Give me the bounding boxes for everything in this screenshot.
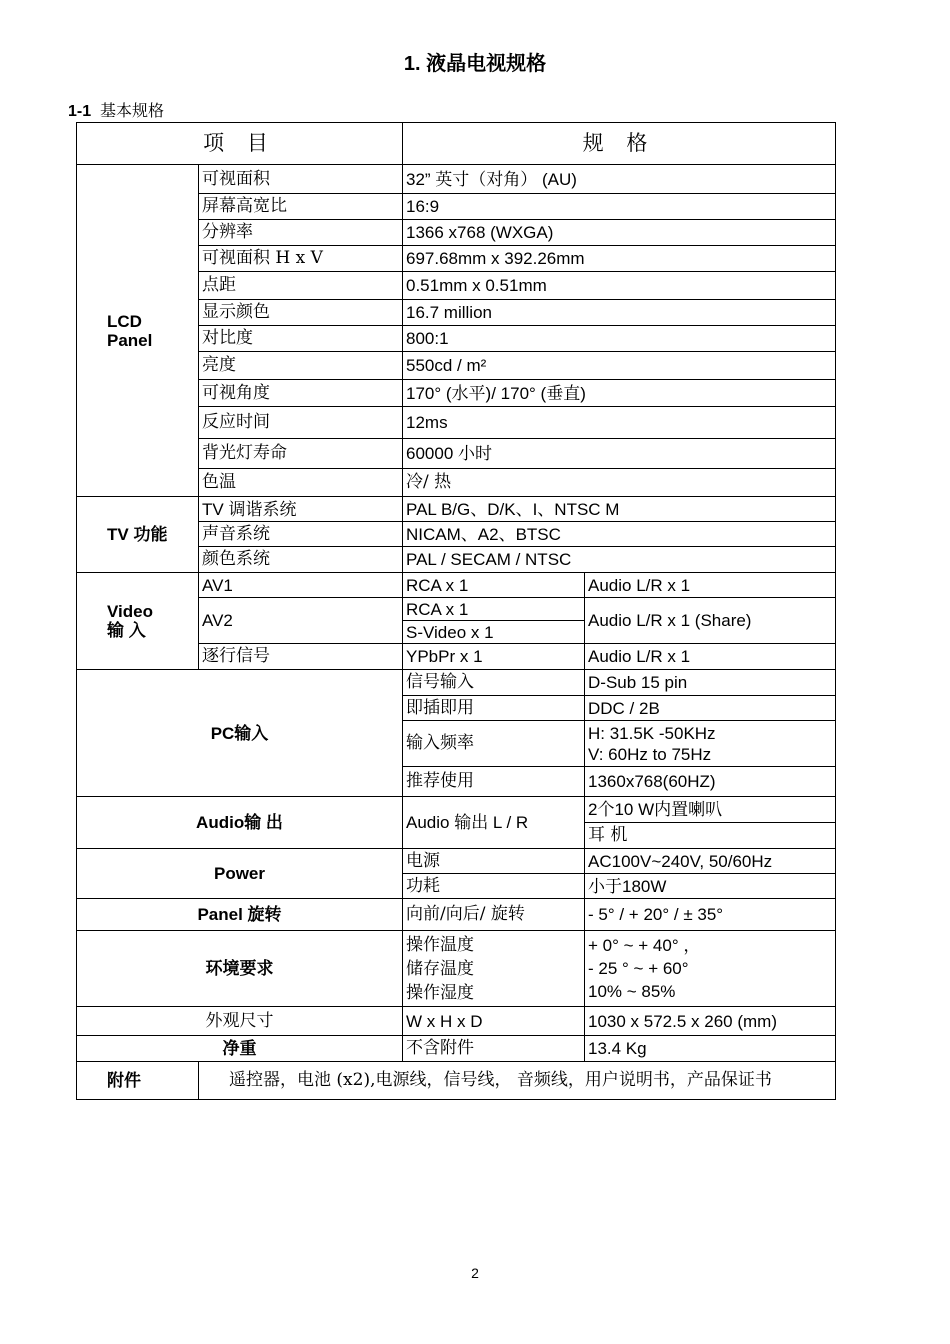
- page-title: 1. 液晶电视规格: [403, 53, 547, 75]
- group-environment: 环境要求: [77, 931, 403, 1007]
- spec-audio: Audio L/R x 1: [585, 644, 836, 670]
- spec-key: 可视角度: [199, 380, 403, 407]
- spec-key: W x H x D: [403, 1007, 585, 1036]
- spec-key: 功耗: [403, 874, 585, 899]
- spec-key: 逐行信号: [199, 644, 403, 670]
- header-spec: 规 格: [403, 123, 836, 165]
- table-row: [77, 931, 836, 1007]
- spec-value: PAL B/G、D/K、I、NTSC M: [403, 497, 836, 522]
- spec-key: Audio 输出 L / R: [403, 797, 585, 849]
- spec-table: [76, 122, 836, 1100]
- spec-value: + 0° ~ + 40° ， - 25 ° ~ + 60° 10% ~ 85%: [585, 931, 836, 1007]
- spec-key: 颜色系统: [199, 547, 403, 573]
- spec-value: 2个10 W内置喇叭: [585, 797, 836, 823]
- section-title: 基本规格: [100, 101, 165, 120]
- spec-key: 分辨率: [199, 220, 403, 246]
- spec-key: 可视面积 H x V: [199, 246, 403, 272]
- spec-key: 即插即用: [403, 696, 585, 721]
- spec-key: 亮度: [199, 352, 403, 380]
- spec-value: 697.68mm x 392.26mm: [403, 246, 836, 272]
- spec-key: 可视面积: [199, 165, 403, 194]
- spec-value: 170° (水平)/ 170° (垂直): [403, 380, 836, 407]
- spec-key: 屏幕高宽比: [199, 194, 403, 220]
- spec-value: 550cd / m²: [403, 352, 836, 380]
- section-number: 1-1: [68, 103, 92, 120]
- spec-key: 显示颜色: [199, 300, 403, 326]
- group-tv: TV 功能: [77, 497, 199, 573]
- spec-value: YPbPr x 1: [403, 644, 585, 670]
- spec-key: 电源: [403, 849, 585, 874]
- spec-value: 16.7 million: [403, 300, 836, 326]
- table-row: [77, 1062, 836, 1100]
- group-accessories: 附件: [77, 1062, 199, 1100]
- spec-value: 13.4 Kg: [585, 1036, 836, 1062]
- spec-key: 声音系统: [199, 522, 403, 547]
- spec-value: 遥控器，电池 (x2),电源线，信号线， 音频线，用户说明书，产品保证书: [199, 1062, 836, 1100]
- spec-value: 800:1: [403, 326, 836, 352]
- table-row: [77, 497, 836, 522]
- group-panel-rotate: Panel 旋转: [77, 899, 403, 931]
- spec-value: DDC / 2B: [585, 696, 836, 721]
- spec-value: 1366 x768 (WXGA): [403, 220, 836, 246]
- spec-key: AV1: [199, 573, 403, 598]
- header-item: 项 目: [77, 123, 403, 165]
- spec-value: 冷/ 热: [403, 469, 836, 497]
- table-row: [77, 1007, 836, 1036]
- spec-key: 点距: [199, 272, 403, 300]
- spec-key: AV2: [199, 598, 403, 644]
- spec-audio: Audio L/R x 1 (Share): [585, 598, 836, 644]
- group-lcd-panel: LCD Panel: [77, 165, 199, 497]
- spec-key: 色温: [199, 469, 403, 497]
- group-audio: Audio输 出: [77, 797, 403, 849]
- spec-key: 操作温度 储存温度 操作湿度: [403, 931, 585, 1007]
- spec-value: RCA x 1: [403, 573, 585, 598]
- table-row: [77, 849, 836, 874]
- spec-key: 信号输入: [403, 670, 585, 696]
- spec-value: AC100V~240V, 50/60Hz: [585, 849, 836, 874]
- spec-value: D-Sub 15 pin: [585, 670, 836, 696]
- spec-value: RCA x 1: [403, 598, 585, 621]
- spec-value: NICAM、A2、BTSC: [403, 522, 836, 547]
- spec-key: 背光灯寿命: [199, 439, 403, 469]
- spec-audio: Audio L/R x 1: [585, 573, 836, 598]
- table-row: [77, 165, 836, 194]
- spec-value: S-Video x 1: [403, 621, 585, 644]
- spec-key: 向前/向后/ 旋转: [403, 899, 585, 931]
- group-power: Power: [77, 849, 403, 899]
- header-row: [77, 123, 836, 165]
- spec-value: 12ms: [403, 407, 836, 439]
- group-weight: 净重: [77, 1036, 403, 1062]
- spec-value: PAL / SECAM / NTSC: [403, 547, 836, 573]
- spec-value: 1030 x 572.5 x 260 (mm): [585, 1007, 836, 1036]
- spec-key: TV 调谐系统: [199, 497, 403, 522]
- spec-key: 推荐使用: [403, 767, 585, 797]
- spec-key: 反应时间: [199, 407, 403, 439]
- group-pc: PC输入: [77, 670, 403, 797]
- section-heading: [68, 98, 164, 121]
- spec-key: 不含附件: [403, 1036, 585, 1062]
- spec-key: 输入频率: [403, 721, 585, 767]
- table-row: [77, 797, 836, 823]
- table-row: [77, 899, 836, 931]
- table-row: [77, 670, 836, 696]
- spec-value: H: 31.5K -50KHz V: 60Hz to 75Hz: [585, 721, 836, 767]
- spec-value: - 5° / + 20° / ± 35°: [585, 899, 836, 931]
- spec-value: 小于180W: [585, 874, 836, 899]
- spec-value: 耳 机: [585, 823, 836, 849]
- spec-value: 60000 小时: [403, 439, 836, 469]
- group-video: Video 输 入: [77, 573, 199, 670]
- page-number: 2: [471, 1265, 479, 1281]
- spec-key: 对比度: [199, 326, 403, 352]
- table-row: [77, 1036, 836, 1062]
- table-row: [77, 573, 836, 598]
- group-size: 外观尺寸: [77, 1007, 403, 1036]
- spec-value: 16:9: [403, 194, 836, 220]
- spec-value: 32” 英寸（对角） (AU): [403, 165, 836, 194]
- spec-value: 0.51mm x 0.51mm: [403, 272, 836, 300]
- spec-value: 1360x768(60HZ): [585, 767, 836, 797]
